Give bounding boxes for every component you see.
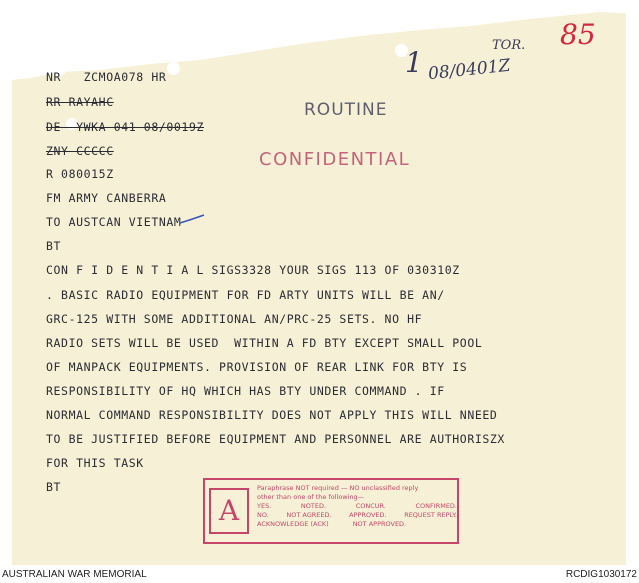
- stamp-option: NOT APPROVED.: [352, 520, 407, 528]
- pen-stroke: [178, 212, 208, 226]
- stamp-text: [257, 484, 457, 529]
- stamp-options-row-1: [257, 502, 457, 511]
- stamp-option: ACKNOWLEDGE (ACK): [257, 520, 329, 528]
- stamp-line-1: Paraphrase NOT required — NO unclassified reply: [257, 484, 419, 492]
- body-line-7: NORMAL COMMAND RESPONSIBILITY DOES NOT APPLY THIS WILL NNEED: [46, 408, 498, 422]
- punch-hole: [167, 62, 180, 75]
- stamp-option: APPROVED.: [349, 511, 387, 519]
- to-line: TO AUSTCAN VIETNAM: [46, 215, 182, 229]
- stamp-option: CONCUR.: [355, 502, 386, 510]
- bt-open: BT: [46, 239, 62, 253]
- stamp-option: NOT AGREED.: [286, 511, 332, 519]
- handwritten-mark: 1: [405, 46, 423, 79]
- header-line-1: NR ZCMOA078 HR: [46, 70, 167, 84]
- stamp-options-row-2: [257, 511, 457, 520]
- header-line-4: ZNY CCCCC: [46, 144, 114, 158]
- body-line-1: CON F I D E N T I A L SIGS3328 YOUR SIGS 113 OF 030310Z: [46, 263, 460, 277]
- body-line-8: TO BE JUSTIFIED BEFORE EQUIPMENT AND PERSONNEL ARE AUTHORISZX: [46, 432, 505, 446]
- stamp-letter: A: [209, 488, 249, 534]
- body-line-5: OF MANPACK EQUIPMENTS. PROVISION OF REAR LINK FOR BTY IS: [46, 360, 468, 374]
- header-line-5: R 080015Z: [46, 167, 114, 181]
- body-line-9: FOR THIS TASK: [46, 456, 144, 470]
- stamp-option: NOTED.: [300, 502, 327, 510]
- stamp-line-2: other than one of the following—: [257, 493, 365, 501]
- body-line-2: . BASIC RADIO EQUIPMENT FOR FD ARTY UNITS WILL BE AN/: [46, 288, 445, 302]
- stamp-option: NO.: [257, 511, 269, 519]
- page-number: 85: [560, 18, 596, 51]
- footer-source: AUSTRALIAN WAR MEMORIAL: [2, 569, 147, 580]
- body-line-4: RADIO SETS WILL BE USED WITHIN A FD BTY EXCEPT SMALL POOL: [46, 336, 483, 350]
- footer-record-id: RCDIG1030172: [565, 569, 637, 580]
- reply-instruction-stamp: [203, 478, 459, 544]
- classification-stamp: CONFIDENTIAL: [259, 149, 411, 170]
- stamp-option: CONFIRMED.: [415, 502, 457, 510]
- stamp-option: REQUEST REPLY.: [404, 511, 457, 519]
- handwritten-tor-value: 08/0401Z: [427, 55, 512, 85]
- stamp-option: YES.: [257, 502, 272, 510]
- body-line-6: RESPONSIBILITY OF HQ WHICH HAS BTY UNDER COMMAND . IF: [46, 384, 445, 398]
- stamp-options-row-3: [257, 520, 457, 529]
- handwritten-tor-label: TOR.: [492, 38, 526, 53]
- header-line-2: RR RAYAHC: [46, 95, 114, 109]
- header-line-3: DE YWKA 041 08/0019Z: [46, 120, 204, 134]
- body-line-3: GRC-125 WITH SOME ADDITIONAL AN/PRC-25 SETS. NO HF: [46, 312, 423, 326]
- bt-close: BT: [46, 480, 62, 494]
- precedence-stamp: ROUTINE: [304, 100, 388, 120]
- from-line: FM ARMY CANBERRA: [46, 191, 167, 205]
